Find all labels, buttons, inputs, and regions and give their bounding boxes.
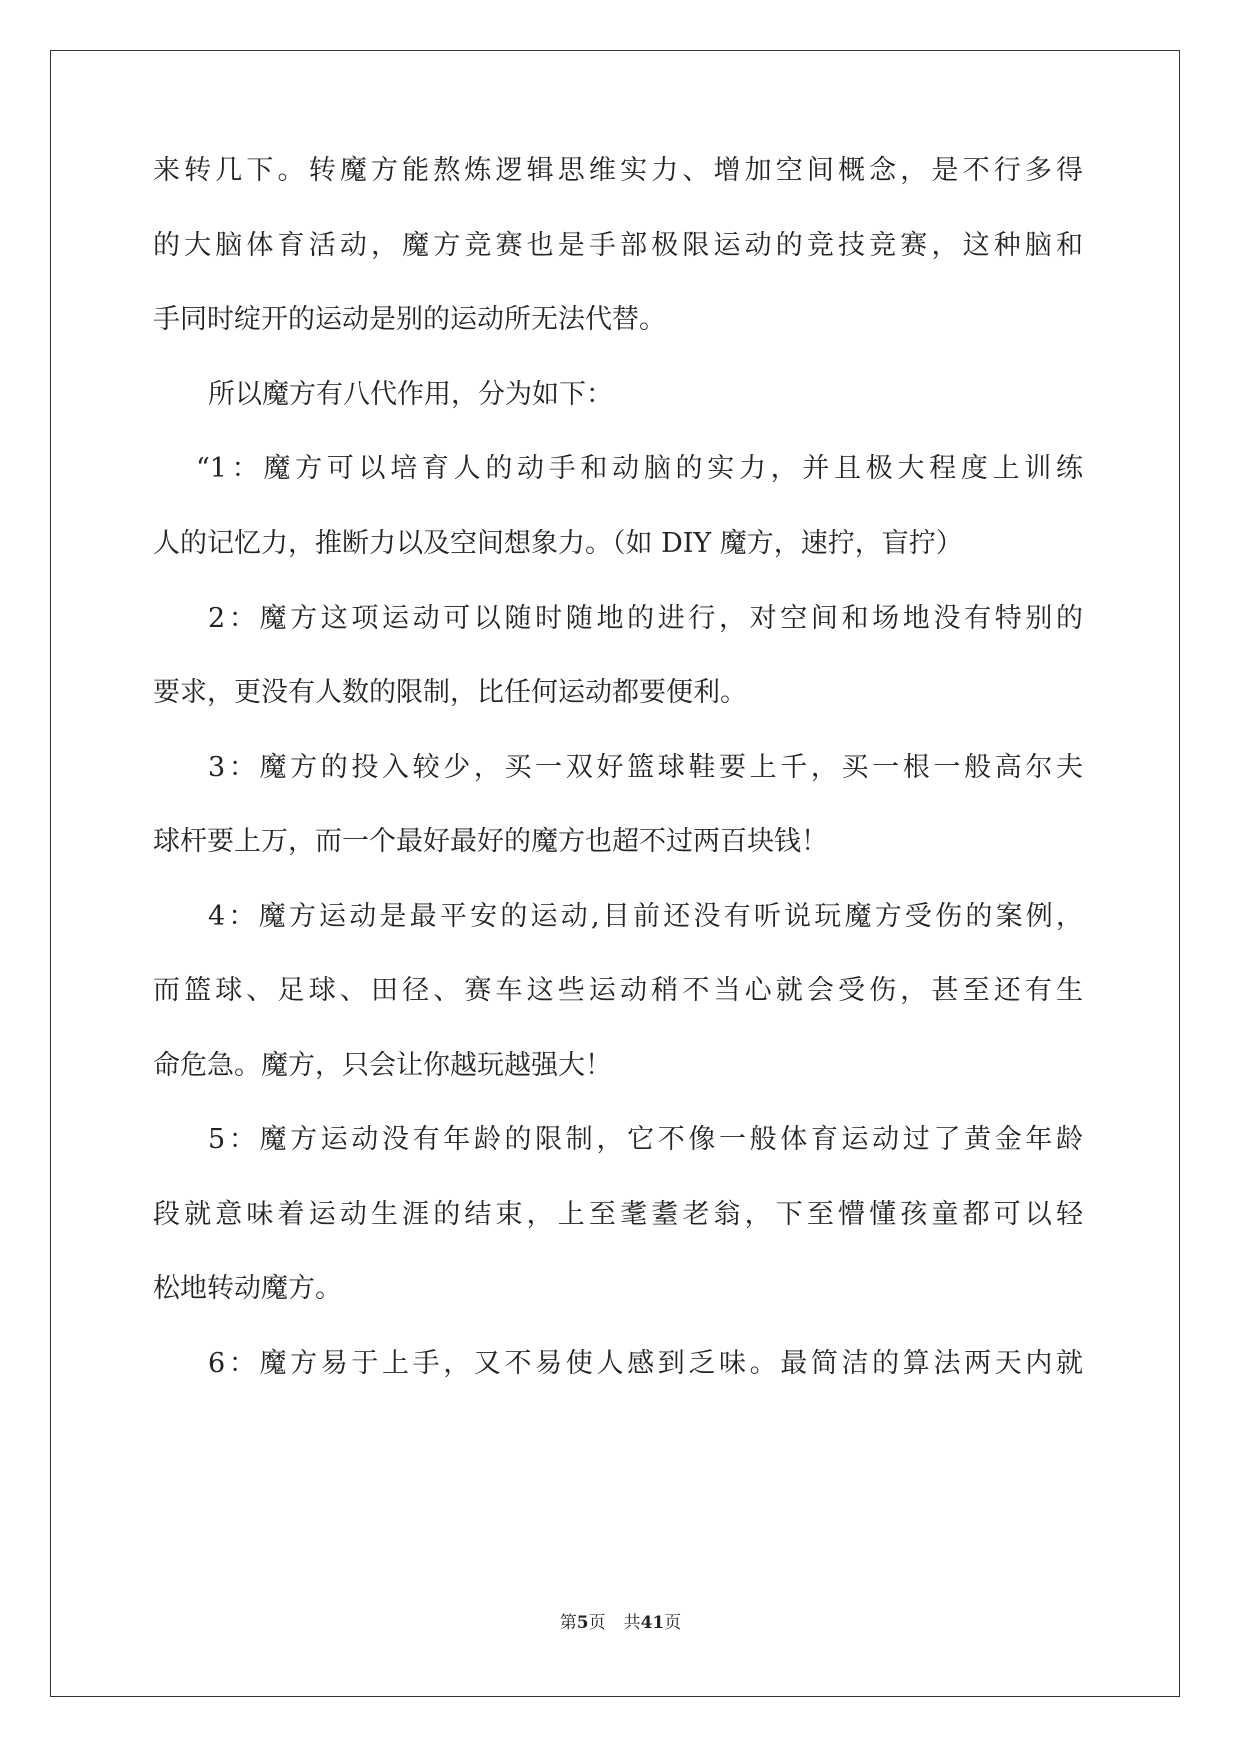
text-line: 松地转动魔方。 (153, 1273, 342, 1304)
text-line: 来转几下。转魔方能熬炼逻辑思维实力、增加空间概念，是不行多得 (153, 155, 1083, 186)
text-line: “1：魔方可以培育人的动手和动脑的实力，并且极大程度上训练 (196, 453, 1083, 484)
page-border (50, 50, 1180, 1697)
text-line: 命危急。魔方，只会让你越玩越强大！ (153, 1050, 612, 1081)
text-line: 的大脑体育活动，魔方竞赛也是手部极限运动的竞技竞赛，这种脑和 (153, 230, 1083, 261)
footer-prefix: 第 (559, 1613, 577, 1633)
text-line: 手同时绽开的运动是别的运动所无法代替。 (153, 304, 666, 335)
text-line: 4：魔方运动是最平安的运动,目前还没有听说玩魔方受伤的案例， (208, 901, 1083, 932)
page-footer (0, 1608, 1241, 1633)
footer-total-prefix: 共 (623, 1613, 641, 1633)
text-line: 5：魔方运动没有年龄的限制，它不像一般体育运动过了黄金年龄 (208, 1124, 1083, 1155)
text-line: 段就意味着运动生涯的结束，上至耄耋老翁，下至懵懂孩童都可以轻 (153, 1199, 1083, 1230)
text-line: 要求，更没有人数的限制，比任何运动都要便利。 (153, 677, 747, 708)
footer-total-suffix: 页 (664, 1613, 682, 1633)
text-line: 6：魔方易于上手，又不易使人感到乏味。最简洁的算法两天内就 (208, 1348, 1083, 1379)
text-line: 而篮球、足球、田径、赛车这些运动稍不当心就会受伤，甚至还有生 (153, 975, 1083, 1006)
text-line: 球杆要上万，而一个最好最好的魔方也超不过两百块钱！ (153, 826, 828, 857)
footer-page-number: 5 (576, 1613, 589, 1633)
text-line: 人的记忆力，推断力以及空间想象力。（如 DIY 魔方，速拧，盲拧） (153, 528, 963, 559)
text-line: 所以魔方有八代作用，分为如下： (208, 379, 613, 410)
footer-total-pages: 41 (640, 1613, 665, 1633)
footer-page-suffix: 页 (588, 1613, 606, 1633)
text-line: 3：魔方的投入较少，买一双好篮球鞋要上千，买一根一般高尔夫 (208, 752, 1083, 783)
text-line: 2：魔方这项运动可以随时随地的进行，对空间和场地没有特别的 (208, 603, 1083, 634)
